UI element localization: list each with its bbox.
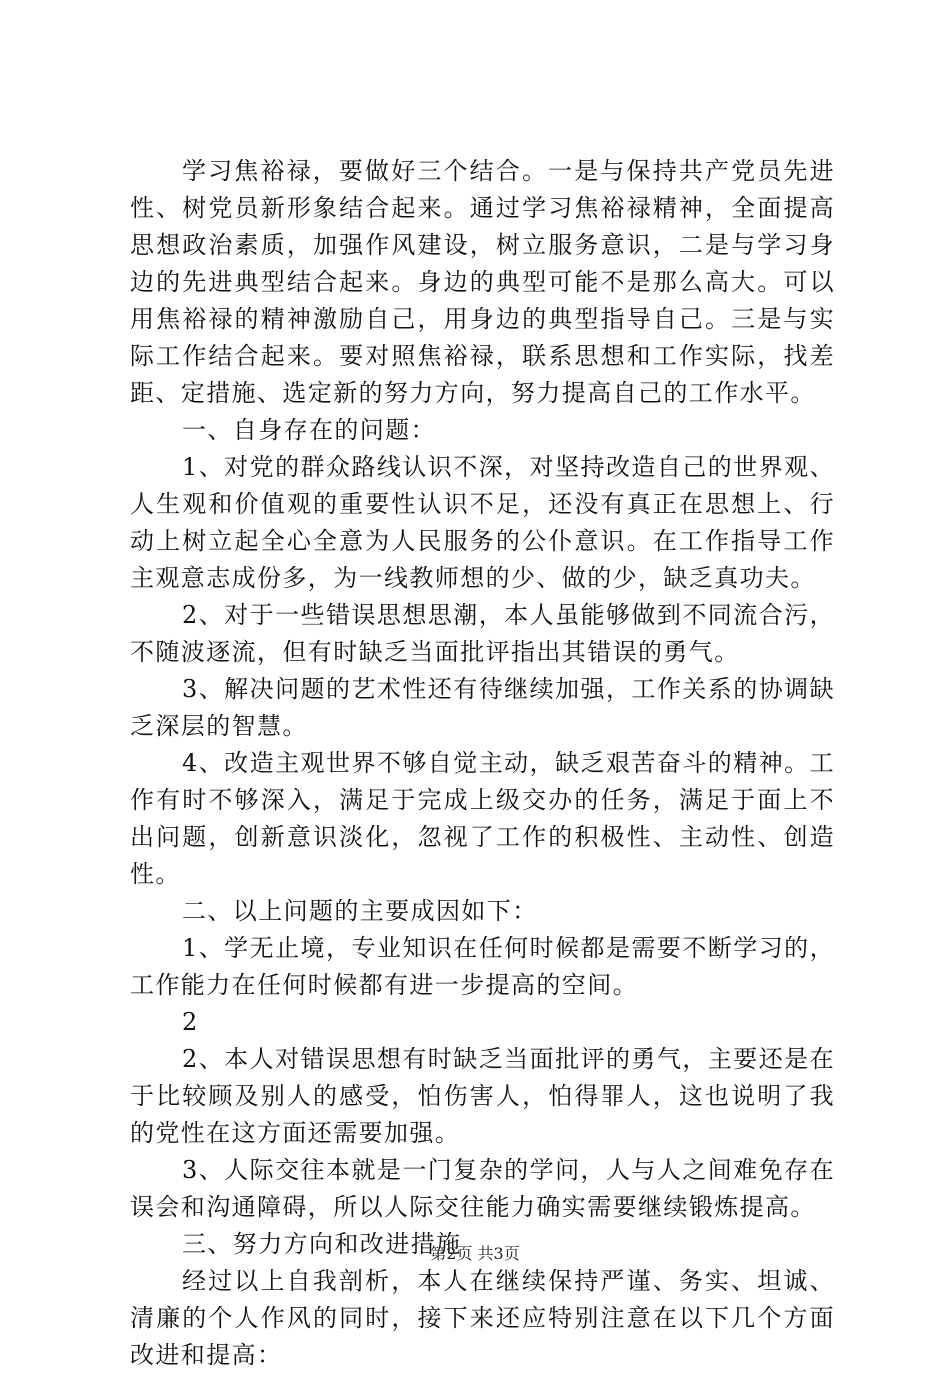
section-heading-measures: 三、努力方向和改进措施 xyxy=(182,1230,462,1258)
problem-item-4: 4、改造主观世界不够自觉主动，缺乏艰苦奋斗的精神。工作有时不够深入，满足于完成上级交办的任务，满足于面上不出问题，创新意识淡化，忽视了工作的积极性、主动性、创造性。 xyxy=(130,749,835,888)
paragraph-intro: 学习焦裕禄，要做好三个结合。一是与保持共产党员先进性、树党员新形象结合起来。通过学习焦裕禄精神，全面提高思想政治素质，加强作风建设，树立服务意识，二是与学习身边的先进典型结合起来。身边的典型可能不是那么高大。可以用焦裕禄的精神激励自己，用身边的典型指导自己。三是与实际工作结合起来。要对照焦裕禄，联系思想和工作实际，找差距、定措施、选定新的努力方向，努力提高自己的工作水平。 xyxy=(130,157,835,407)
section-heading-problems: 一、自身存在的问题： xyxy=(182,416,436,444)
measures-paragraph: 经过以上自我剖析，本人在继续保持严谨、务实、坦诚、清廉的个人作风的同时，接下来还应特别注意在以下几个方面改进和提高： xyxy=(130,1267,835,1369)
section-heading-causes: 二、以上问题的主要成因如下： xyxy=(182,897,538,925)
document-body xyxy=(130,153,835,1374)
problem-item-1: 1、对党的群众路线认识不深，对坚持改造自己的世界观、人生观和价值观的重要性认识不足，还没有真正在思想上、行动上树立起全心全意为人民服务的公仆意识。在工作指导工作主观意志成份多，为一线教师想的少、做的少，缺乏真功夫。 xyxy=(130,453,835,592)
cause-item-1: 1、学无止境，专业知识在任何时候都是需要不断学习的，工作能力在任何时候都有进一步提高的空间。 xyxy=(130,934,835,999)
problem-item-2: 2、对于一些错误思想思潮，本人虽能够做到不同流合污，不随波逐流，但有时缺乏当面批评指出其错误的勇气。 xyxy=(130,601,835,666)
stray-number: 2 xyxy=(182,1008,199,1036)
page-footer: 第2页 共3页 xyxy=(430,1244,520,1263)
problem-item-3: 3、解决问题的艺术性还有待继续加强，工作关系的协调缺乏深层的智慧。 xyxy=(130,675,835,740)
cause-item-3: 3、人际交往本就是一门复杂的学问，人与人之间难免存在误会和沟通障碍，所以人际交往能力确实需要继续锻炼提高。 xyxy=(130,1156,835,1221)
cause-item-2: 2、本人对错误思想有时缺乏当面批评的勇气，主要还是在于比较顾及别人的感受，怕伤害人，怕得罪人，这也说明了我的党性在这方面还需要加强。 xyxy=(130,1045,835,1147)
